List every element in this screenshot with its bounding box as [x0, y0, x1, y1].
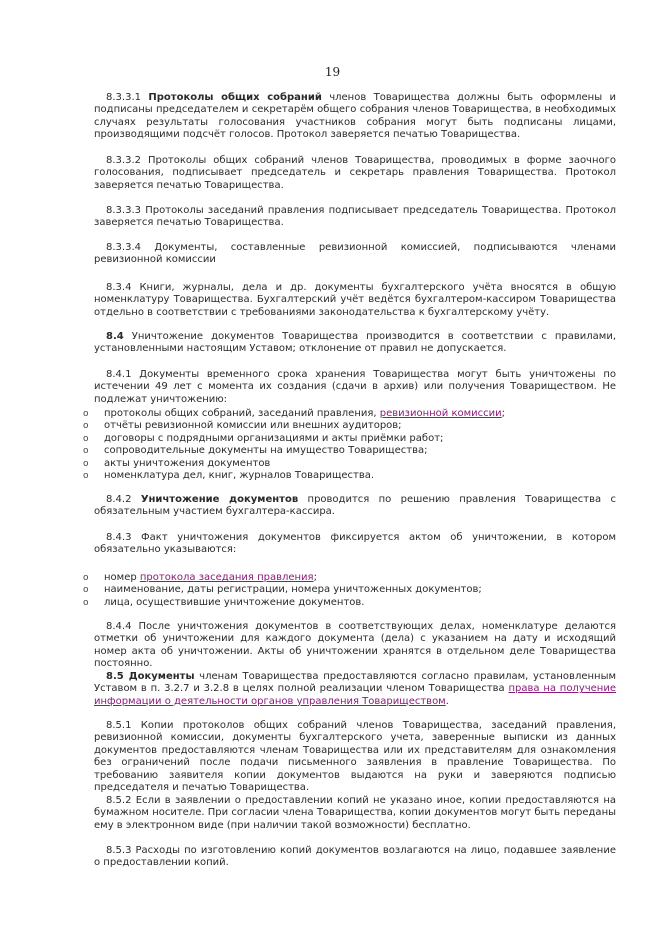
list-item: o лица, осуществившие уничтожение документов. [83, 596, 365, 608]
clause-text: проводится по решению правления Товарищества с обязательным участием бухгалтера-кассира. [94, 494, 616, 518]
page-number: 19 [324, 65, 341, 79]
clause-number: 8.3.3.1 [106, 92, 149, 103]
clause-text: членов Товарищества должны быть оформлены и подписаны председателем и секретарём общего собрания членов Товарищества, в необходимых случаях результаты голосования участников собрания могут быть подписаны лицами, производящими подсчёт голосов. Протокол заверяется печатью Товарищества. [94, 92, 617, 141]
paragraph-8-5-2: 8.5.2 Если в заявлении о предоставлении копий не указано иное, копии предоставляются на бумажном носителе. При согласии члена Товарищества, копии документов могут быть переданы ему в электронном виде (при наличии такой возможности) бесплатно. [94, 795, 616, 831]
information-rights-link[interactable]: права на получение информации о деятельности органов управления Товариществом [94, 683, 616, 707]
bullet-icon: o [83, 446, 89, 457]
paragraph-8-3-3-3: 8.3.3.3 Протоколы заседаний правления подписывает председатель Товарищества. Протокол заверяется печатью Товарищества. [94, 205, 616, 229]
paragraph-8-4-1: 8.4.1 Документы временного срока хранения Товарищества могут быть уничтожены по истечении 49 лет с момента их создания (сдачи в архив) или получения Товариществом. Не подлежат уничтожению: [94, 369, 616, 405]
clause-heading: Протоколы общих собраний [148, 92, 322, 103]
list-item: o сопроводительные документы на имущество Товарищества; [83, 445, 428, 457]
board-meeting-protocol-link[interactable]: протокола заседания правления [139, 572, 314, 583]
paragraph-8-3-4: 8.3.4 Книги, журналы, дела и др. документы бухгалтерского учёта вносятся в общую номенклатуру Товарищества. Бухгалтерский учёт ведётся бухгалтером-кассиром Товарищества отдельно в соответствии с требованиями законодательства к бухгалтерскому учёту. [94, 282, 616, 318]
paragraph-8-3-3-1 [94, 92, 616, 142]
paragraph-8-5-1: 8.5.1 Копии протоколов общих собраний членов Товарищества, заседаний правления, ревизионной комиссии, документы бухгалтерского учета, заверенные выписки из данных документов предоставляются членам Товарищества или их представителям для ознакомления без ограничений после подачи письменного заявления в правление Товарищества. По требованию заявителя копии документов выдаются на руки и заверяются подписью председателя и печатью Товарищества. [94, 720, 616, 794]
bullet-icon: o [83, 458, 89, 469]
bullet-icon: o [83, 421, 89, 432]
paragraph-8-3-3-4: 8.3.3.4 Документы, составленные ревизионной комиссией, подписываются членами ревизионной комиссии [94, 242, 616, 266]
bullet-icon: o [83, 573, 89, 583]
paragraph-8-4 [94, 331, 616, 356]
clause-text: членам Товарищества предоставляются согласно правилам, установленным Уставом в п. 3.2.7 и 3.2.8 в целях полной реализации членом Товарищества [94, 671, 617, 695]
paragraph-8-4-3: 8.4.3 Факт уничтожения документов фиксируется актом об уничтожении, в котором обязательно указываются: [94, 532, 616, 556]
clause-heading: 8.5 Документы [106, 671, 195, 682]
bullet-icon: o [83, 433, 89, 444]
paragraph-8-4-4: 8.4.4 После уничтожения документов в соответствующих делах, номенклатуре делаются отметки об уничтожении для каждого документа (дела) с указанием на дату и исходящий номер акта об уничтожении. Акты об уничтожении хранятся в отдельном деле Товарищества постоянно. [94, 621, 616, 670]
list-item: o наименование, даты регистрации, номера уничтоженных документов; [83, 584, 482, 596]
list-item: o акты уничтожения документов [83, 457, 271, 469]
paragraph-8-3-3-2: 8.3.3.2 Протоколы общих собраний членов Товарищества, проводимых в форме заочного голосования, подписывает председатель и секретарь правления Товарищества. Протокол заверяется печатью Товарищества. [94, 155, 616, 191]
bullet-icon: o [83, 470, 89, 481]
non-destroyable-documents-list [83, 408, 613, 482]
bullet-icon: o [83, 585, 89, 596]
clause-heading: 8.4 [106, 331, 124, 342]
bullet-icon: o [83, 409, 89, 419]
list-item: o отчёты ревизионной комиссии или внешних аудиторов; [83, 420, 402, 432]
audit-commission-link[interactable]: ревизионной комиссии [379, 408, 502, 419]
clause-number: 8.4.2 [106, 494, 141, 505]
paragraph-8-5-3: 8.5.3 Расходы по изготовлению копий документов возлагаются на лицо, подавшее заявление о предоставлении копий. [94, 845, 616, 869]
list-item: o договоры с подрядными организациями и акты приёмки работ; [83, 432, 444, 444]
paragraph-8-4-2 [94, 494, 616, 519]
paragraph-8-5: 8.5 Документы членам Товарищества предоставляются согласно правилам, установленным Уставом в п. 3.2.7 и 3.2.8 в целях полной реализации членом Товарищества права на получение информации о деятельности органов управления Товариществом. [94, 671, 617, 707]
list-item: o протоколы общих собраний, заседаний правления, ревизионной комиссии; [83, 408, 506, 419]
clause-heading: Уничтожение документов [140, 494, 299, 505]
clause-text: Уничтожение документов Товарищества производится в соответствии с правилами, установленными настоящим Уставом; отклонение от правил не допускается. [94, 331, 616, 355]
bullet-icon: o [83, 597, 89, 608]
destruction-act-fields-list [83, 572, 613, 609]
list-item: o номенклатура дел, книг, журналов Товарищества. [83, 469, 375, 481]
list-item: o номер протокола заседания правления; [83, 572, 317, 583]
